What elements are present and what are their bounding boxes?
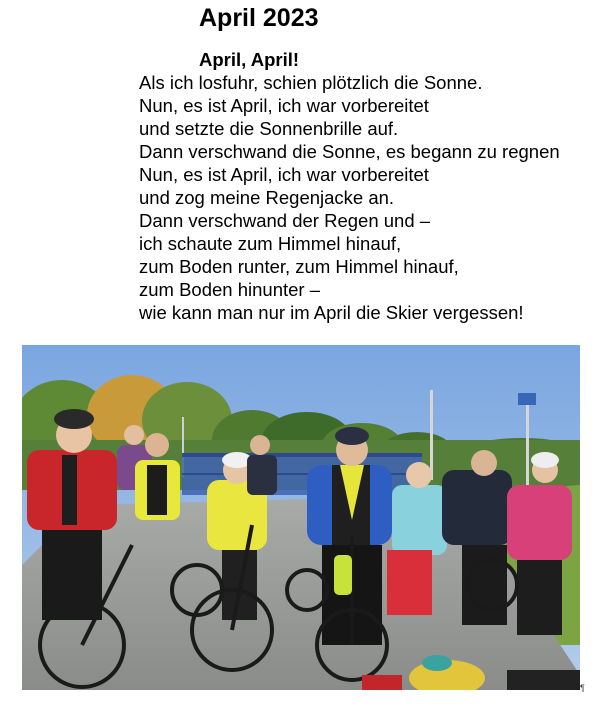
poem-line: wie kann man nur im April die Skier vergessen! [139,302,524,323]
poem-line: und zog meine Regenjacke an. [139,187,395,208]
group-photo [22,345,580,690]
document-title: April 2023 [199,4,319,32]
poem [139,48,604,324]
poem-line: Nun, es ist April, ich war vorbereitet [139,164,429,185]
paragraph-mark: ¶ [580,683,585,693]
cyclists-group-photo [22,345,580,690]
poem-line: Nun, es ist April, ich war vorbereitet [139,95,429,116]
poem-line: Dann verschwand die Sonne, es begann zu regnen [139,141,560,162]
poem-line: ich schaute zum Himmel hinauf, [139,233,402,254]
poem-line: Dann verschwand der Regen und – [139,210,431,231]
poem-title: April, April! [199,49,300,70]
poem-line: und setzte die Sonnenbrille auf. [139,118,399,139]
poem-line: zum Boden hinunter – [139,279,321,300]
poem-line: zum Boden runter, zum Himmel hinauf, [139,256,459,277]
poem-line: Als ich losfuhr, schien plötzlich die Sonne. [139,72,483,93]
bike-battery [334,555,352,595]
